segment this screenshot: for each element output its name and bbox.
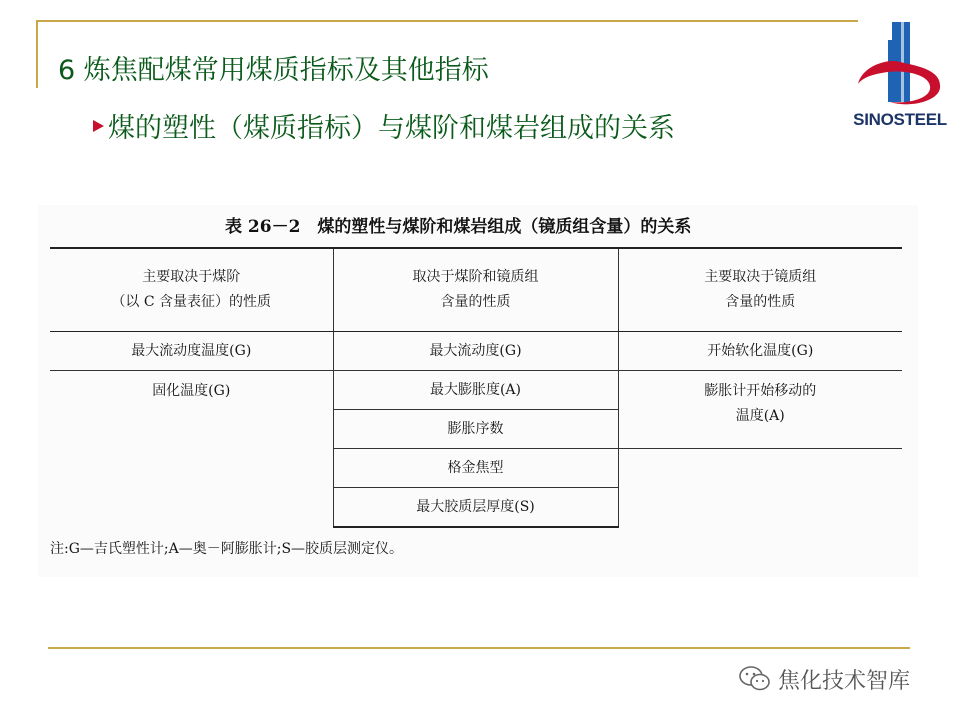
- table-row: [50, 371, 902, 410]
- table-cell: [618, 371, 902, 449]
- table-caption: 表 26－2 煤的塑性与煤阶和煤岩组成（镜质组含量）的关系: [225, 217, 692, 237]
- header-cell: [50, 248, 333, 332]
- header-cell: [333, 248, 618, 332]
- table-cell: 最大胶质层厚度(S): [333, 488, 618, 528]
- plasticity-table: [50, 247, 902, 528]
- slide-title: 6 炼焦配煤常用煤质指标及其他指标: [58, 55, 489, 86]
- header-line: （以 C 含量表征）的性质: [111, 294, 272, 310]
- logo-text: SINOSTEEL: [853, 110, 947, 129]
- table-cell: 最大流动度(G): [333, 332, 618, 371]
- header-line: 主要取决于煤阶: [142, 269, 241, 285]
- bottom-divider: [48, 647, 910, 649]
- wechat-icon: [738, 664, 772, 694]
- sinosteel-logo-icon: [848, 18, 952, 110]
- table-cell: 格金焦型: [333, 449, 618, 488]
- watermark: [738, 662, 910, 696]
- subtitle-text: 煤的塑性（煤质指标）与煤阶和煤岩组成的关系: [108, 113, 675, 144]
- table-row: [50, 332, 902, 371]
- header-line: 取决于煤阶和镜质组: [412, 269, 539, 285]
- triangle-bullet-icon: [93, 120, 104, 132]
- cell-line: 膨胀计开始移动的: [704, 383, 817, 399]
- header-cell: [618, 248, 902, 332]
- table-cell: 最大膨胀度(A): [333, 371, 618, 410]
- table-cell: 膨胀序数: [333, 410, 618, 449]
- header-line: 主要取决于镜质组: [704, 269, 817, 285]
- table-cell: 开始软化温度(G): [618, 332, 902, 371]
- table-header-row: [50, 248, 902, 332]
- watermark-text: 焦化技术智库: [778, 668, 911, 694]
- table-cell: 最大流动度温度(G): [50, 332, 333, 371]
- table-cell: 固化温度(G): [50, 371, 333, 528]
- cell-line: 温度(A): [735, 408, 785, 424]
- left-divider: [36, 20, 38, 88]
- header-line: 含量的性质: [440, 294, 511, 310]
- table-note: 注:G—吉氏塑性计;A—奥－阿膨胀计;S—胶质层测定仪。: [50, 541, 404, 557]
- top-divider: [36, 20, 858, 22]
- sinosteel-logo: [848, 18, 952, 136]
- slide-subtitle: [93, 106, 675, 145]
- header-line: 含量的性质: [725, 294, 796, 310]
- table-cell: [618, 449, 902, 528]
